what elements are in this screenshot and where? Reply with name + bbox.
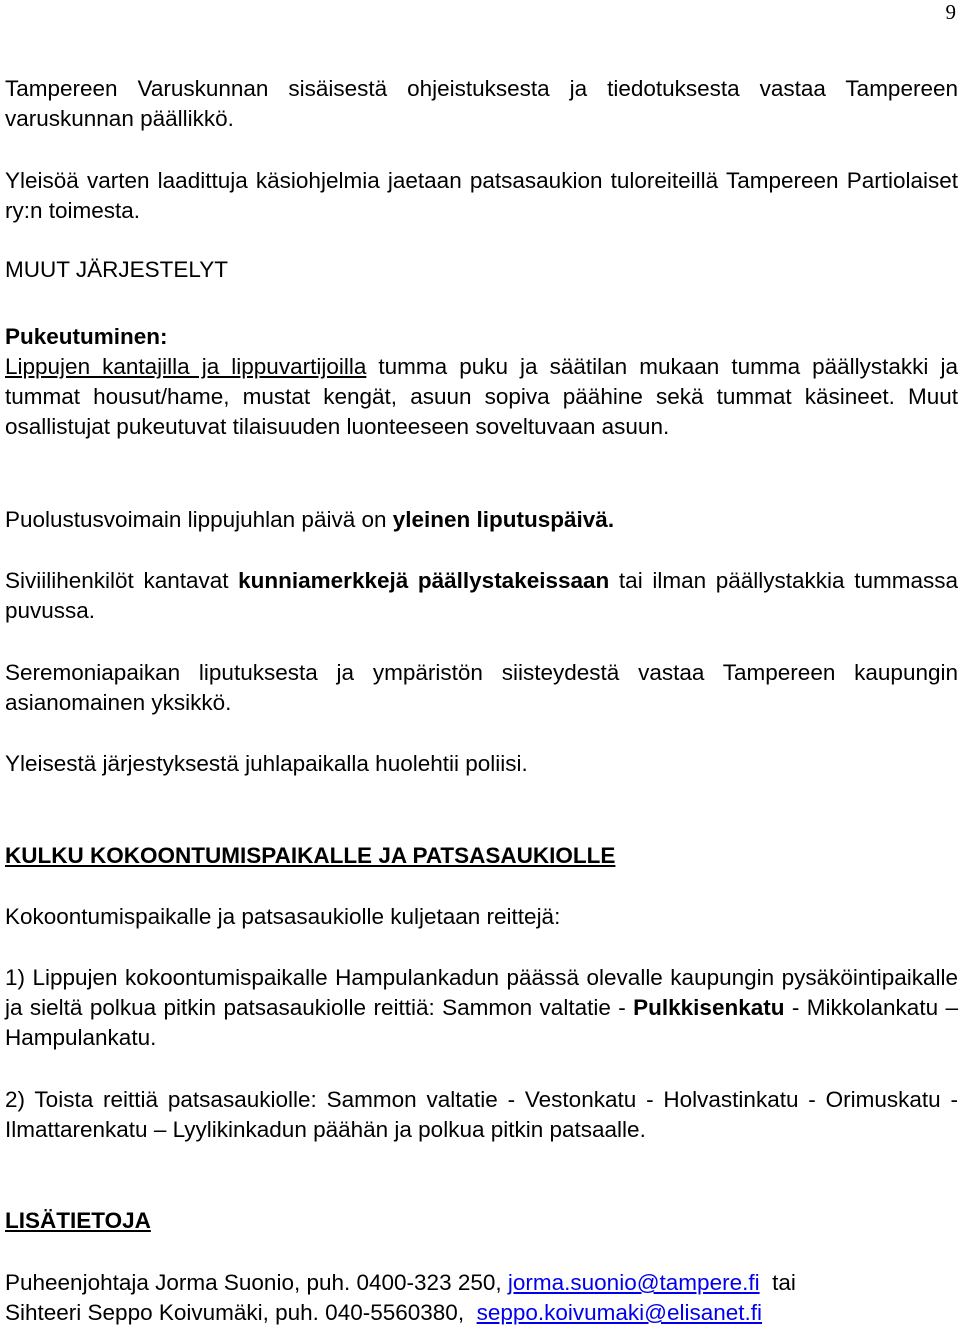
paragraph-varuskunta: Tampereen Varuskunnan sisäisestä ohjeistuksesta ja tiedotuksesta vastaa Tampereen varuskunnan päällikkö. — [5, 76, 958, 131]
lisatietoja-heading-text: LISÄTIETOJA — [5, 1208, 151, 1233]
flag-day-bold-text: yleinen liputuspäivä. — [392, 507, 615, 532]
page-number: 9 — [945, 0, 956, 24]
badge-bold-text: kunniamerkkejä päällystakeissaan — [238, 568, 610, 593]
paragraph-kasiohjelmat: Yleisöä varten laadittuja käsiohjelmia jaetaan patsasaukion tuloreiteillä Tampereen Partiolaiset ry:n toimesta. — [5, 168, 958, 223]
badge-pre-text: Siviilihenkilöt kantavat — [5, 568, 239, 593]
paragraph-reitti-1 — [5, 963, 958, 1053]
heading-kulku — [5, 841, 958, 871]
kulku-heading-text: KULKU KOKOONTUMISPAIKALLE JA PATSASAUKIOLLE — [5, 843, 616, 868]
badge-post-text: tai ilman päällystakkia tummassa puvussa. — [5, 568, 958, 623]
contact-line-2 — [5, 1298, 958, 1328]
paragraph-pukeutuminen — [5, 352, 958, 442]
contact-1-text: Puheenjohtaja Jorma Suonio, puh. 0400-323 250, — [5, 1270, 508, 1295]
paragraph-liputuspaiva — [5, 505, 958, 535]
paragraph-jarjestys: Yleisestä järjestyksestä juhlapaikalla huolehtii poliisi. — [5, 751, 528, 776]
paragraph-reitti-2: 2) Toista reittiä patsasaukiolle: Sammon valtatie - Vestonkatu - Holvastinkatu - Orimuskatu - Ilmattarenkatu – Lyylikinkadun päähän ja polkua pitkin patsaalle. — [5, 1087, 958, 1142]
contact-line-1 — [5, 1268, 958, 1298]
contact-2-text: Sihteeri Seppo Koivumäki, puh. 040-5560380, — [5, 1300, 477, 1325]
paragraph-reitit-intro: Kokoontumispaikalle ja patsasaukiolle kuljetaan reittejä: — [5, 904, 561, 929]
email-link-seppo[interactable]: seppo.koivumaki@elisanet.fi — [476, 1300, 763, 1325]
paragraph-seremoniapaikka: Seremoniapaikan liputuksesta ja ympäristön siisteydestä vastaa Tampereen kaupungin asianomainen yksikkö. — [5, 660, 958, 715]
email-link-jorma[interactable]: jorma.suonio@tampere.fi — [507, 1270, 760, 1295]
heading-lisatietoja — [5, 1206, 958, 1236]
paragraph-kunniamerkit — [5, 566, 958, 626]
pukeutuminen-label: Pukeutuminen: — [5, 324, 168, 349]
route1-post-text: - Mikkolankatu – Hampulankatu. — [5, 995, 958, 1050]
contact-1-post-text: tai — [759, 1270, 796, 1295]
route1-bold-text: Pulkkisenkatu — [633, 995, 785, 1020]
dress-underlined-text: Lippujen kantajilla ja lippuvartijoilla — [5, 354, 367, 379]
flag-day-pre-text: Puolustusvoimain lippujuhlan päivä on — [5, 507, 393, 532]
heading-muut-jarjestelyt: MUUT JÄRJESTELYT — [5, 257, 228, 282]
dress-rest-text: tumma puku ja säätilan mukaan tumma päällystakki ja tummat housut/hame, mustat kengät, asuun sopiva päähine sekä tummat käsineet. Muut osallistujat pukeutuvat tilaisuuden luonteeseen soveltuvaan asuun. — [5, 354, 958, 439]
label-pukeutuminen — [5, 322, 958, 352]
route1-pre-text: 1) Lippujen kokoontumispaikalle Hampulankadun päässä olevalle kaupungin pysäköintipaikalle ja sieltä polkua pitkin patsasaukiolle reittiä: Sammon valtatie - — [5, 965, 958, 1020]
